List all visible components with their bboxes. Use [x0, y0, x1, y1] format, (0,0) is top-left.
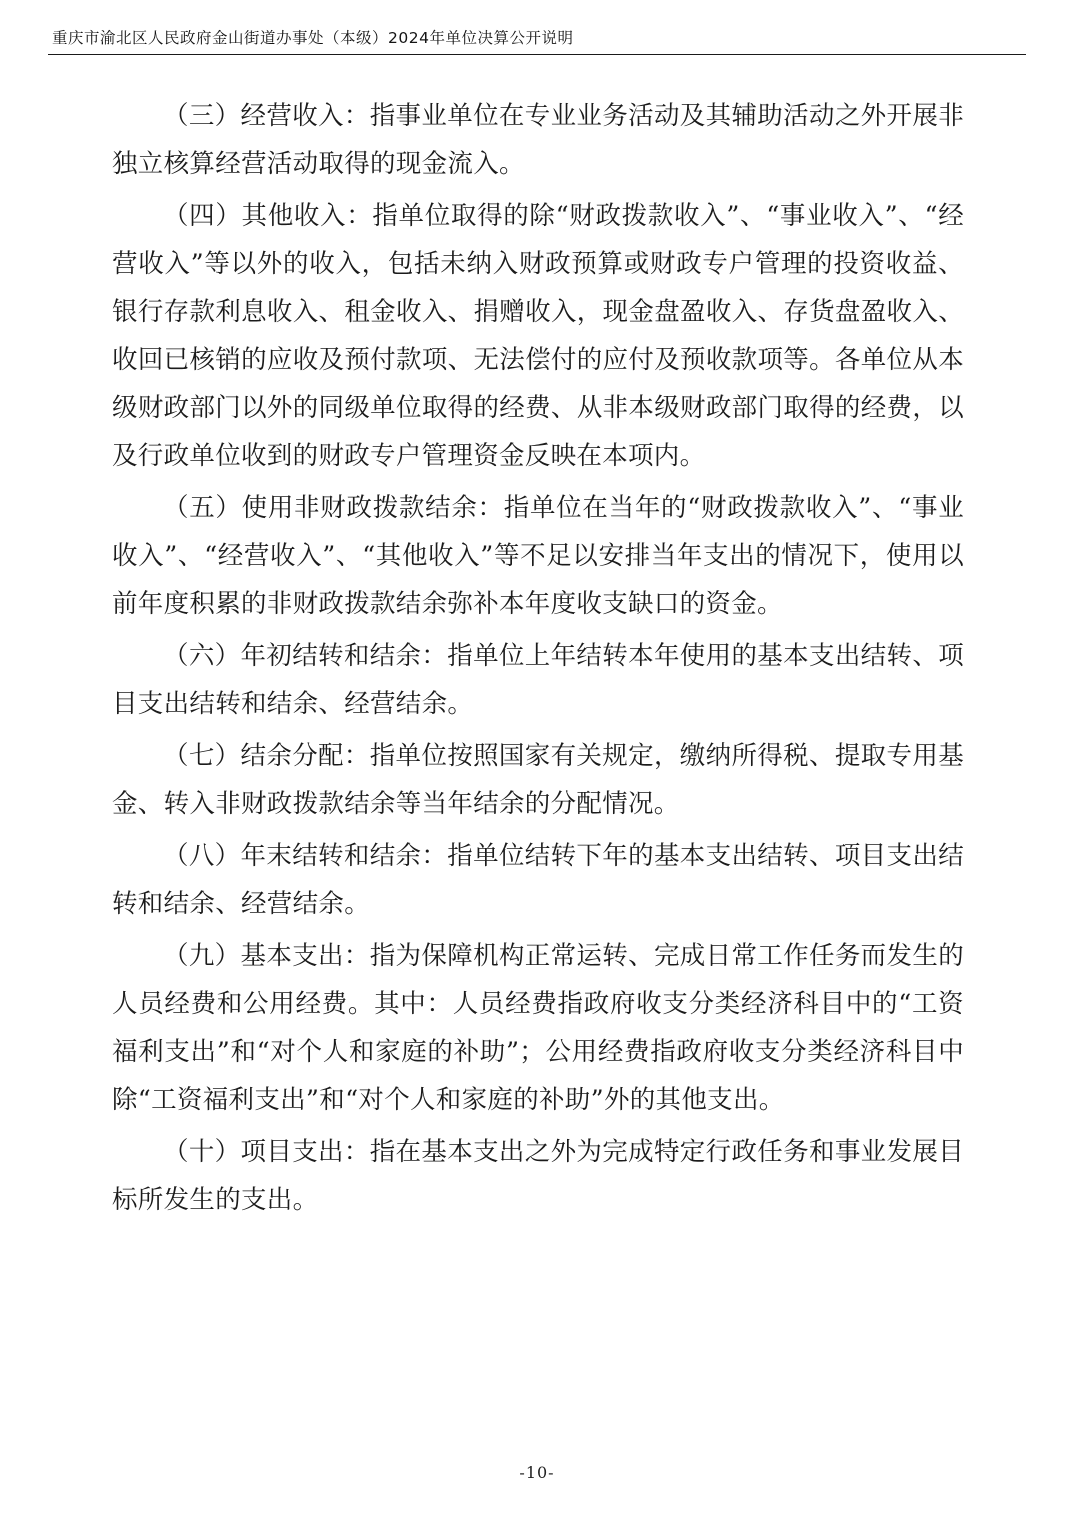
page-number: -10-	[519, 1463, 555, 1482]
document-body	[112, 92, 964, 1228]
header-divider	[48, 54, 1026, 55]
paragraph: （五）使用非财政拨款结余：指单位在当年的“财政拨款收入”、“事业收入”、“经营收入”、“其他收入”等不足以安排当年支出的情况下，使用以前年度积累的非财政拨款结余弥补本年度收支缺口的资金。	[112, 493, 964, 619]
paragraph: （八）年末结转和结余：指单位结转下年的基本支出结转、项目支出结转和结余、经营结余。	[112, 841, 964, 919]
paragraph: （十）项目支出：指在基本支出之外为完成特定行政任务和事业发展目标所发生的支出。	[112, 1137, 964, 1215]
page-footer	[0, 1463, 1074, 1482]
paragraph: （六）年初结转和结余：指单位上年结转本年使用的基本支出结转、项目支出结转和结余、经营结余。	[112, 641, 964, 719]
paragraph: （九）基本支出：指为保障机构正常运转、完成日常工作任务而发生的人员经费和公用经费。其中：人员经费指政府收支分类经济科目中的“工资福利支出”和“对个人和家庭的补助”；公用经费指政府收支分类经济科目中除“工资福利支出”和“对个人和家庭的补助”外的其他支出。	[112, 941, 964, 1115]
running-header	[48, 26, 1026, 55]
paragraph: （七）结余分配：指单位按照国家有关规定，缴纳所得税、提取专用基金、转入非财政拨款结余等当年结余的分配情况。	[112, 741, 964, 819]
header-title: 重庆市渝北区人民政府金山街道办事处（本级）2024年单位决算公开说明	[52, 29, 574, 47]
paragraph: （三）经营收入：指事业单位在专业业务活动及其辅助活动之外开展非独立核算经营活动取得的现金流入。	[112, 101, 964, 179]
paragraph: （四）其他收入：指单位取得的除“财政拨款收入”、“事业收入”、“经营收入”等以外的收入，包括未纳入财政预算或财政专户管理的投资收益、银行存款利息收入、租金收入、捐赠收入，现金盘盈收入、存货盘盈收入、收回已核销的应收及预付款项、无法偿付的应付及预收款项等。各单位从本级财政部门以外的同级单位取得的经费、从非本级财政部门取得的经费，以及行政单位收到的财政专户管理资金反映在本项内。	[112, 201, 964, 471]
